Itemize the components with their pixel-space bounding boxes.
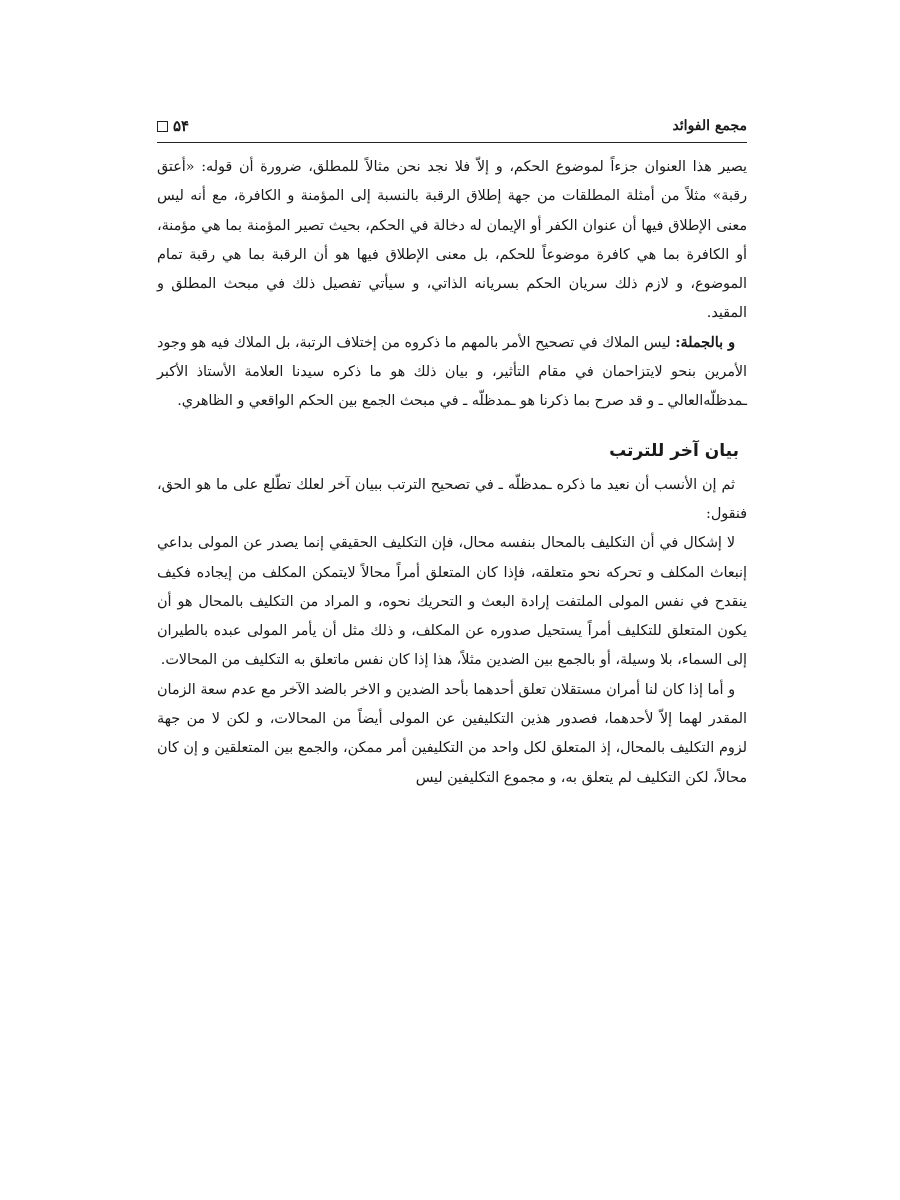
running-title: مجمع الفوائد [672,118,747,134]
section-heading: بيان آخر للترتب [609,440,739,461]
section-paragraph-3: و أما إذا كان لنا أمران مستقلان تعلق أحدهما بأحد الضدين و الاخر بالضد الآخر مع عدم سعة الزمان المقدر لهما إلاّ لأحدهما، فصدور هذين التكليفين عن المولى أيضاً من المحالات، و لكن لا من جهة لزوم التكليف بالمحال، إذ المتعلق لكل واحد من التكليفين أمر ممكن، والجمع بين المتعلقين و إن كان محالاً، لكن التكليف لم يتعلق به، و مجموع التكليفين ليس [157,681,747,786]
paragraph-2-text: ليس الملاك في تصحيح الأمر بالمهم ما ذكروه من إختلاف الرتبة، بل الملاك فيه هو وجود الأمرين بنحو لايتزاحمان في مقام التأثير، و بيان ذلك هو ما ذكره سيدنا العلامة الأستاذ الأكبر ـمدظلّه‌العالي ـ و قد صرح بما ذكرنا هو ـمدظلّه ـ في مبحث الجمع بين الحكم الواقعي و الظاهري. [157,334,747,410]
section-paragraph-2: لا إشكال في أن التكليف بالمحال بنفسه محال، فإن التكليف الحقيقي إنما يصدر عن المولى بداعي إنبعاث المكلف و تحركه نحو متعلقه، فإذا كان المتعلق أمراً محالاً لايتمكن المكلف من إيجاده فكيف ينقدح في نفس المولى الملتفت إرادة البعث و التحريك نحوه، و المراد من التكليف بالمحال هو أن يكون المتعلق للتكليف أمراً يستحيل صدوره عن المكلف، و ذلك مثل أن يأمر المولى عبده بالطيران إلى السماء، بلا وسيلة، أو بالجمع بين الضدين مثلاً، هذا إذا كان نفس ماتعلق به التكليف من المحالات. [157,535,747,669]
running-header [157,112,747,143]
paragraph-2 [157,329,747,417]
page-content [157,153,747,793]
page-number-block [157,117,189,135]
paragraph-2-lead: و بالجملة: [675,334,735,351]
section-paragraph-1: ثم إن الأنسب أن نعيد ما ذكره ـمدظلّه ـ في تصحيح الترتب ببيان آخر لعلك تطّلع على ما هو الحق، فنقول: [157,476,747,522]
square-icon [157,121,168,132]
paragraph-1: يصير هذا العنوان جزءاً لموضوع الحكم، و إلاّ فلا نجد نحن مثالاً للمطلق، ضرورة أن قوله: «أعتق رقبة» مثلاً من أمثلة المطلقات من جهة إطلاق الرقبة بالنسبة إلى المؤمنة و الكافرة، مع أنه ليس معنى الإطلاق فيها أن عنوان الكفر أو الإيمان له دخالة في الحكم، بحيث تصير المؤمنة بما هي مؤمنة، أو الكافرة بما هي كافرة موضوعاً للحكم، بل معنى الإطلاق فيها هو أن الرقبة بما هي رقبة تمام الموضوع، و لازم ذلك سريان الحكم بسريانه الذاتي، و سيأتي تفصيل ذلك في مبحث المطلق و المقيد. [157,159,747,322]
page-number: ۵۴ [173,117,190,135]
book-page [157,112,747,1112]
